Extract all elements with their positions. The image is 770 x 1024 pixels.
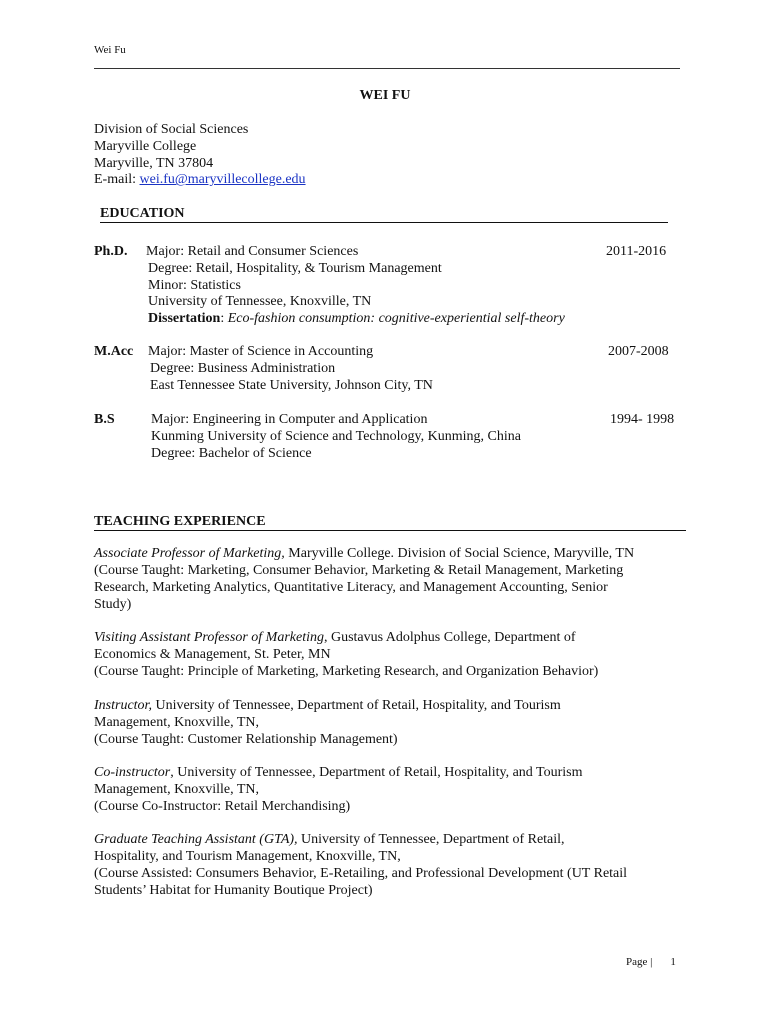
email-label: E-mail: [94, 172, 140, 188]
entry-role: Visiting Assistant Professor of Marketing [94, 630, 324, 645]
entry-line: Graduate Teaching Assistant (GTA), University of Tennessee, Department of Retail, [94, 832, 565, 847]
bs-details [151, 412, 521, 462]
document-title: WEI FU [359, 88, 411, 103]
teaching-entry-instructor [94, 697, 698, 748]
email-link[interactable]: wei.fu@maryvillecollege.edu [139, 172, 306, 188]
dissertation-label: Dissertation [148, 311, 221, 327]
teaching-entry-graduate-teaching-assistant [94, 831, 698, 899]
entry-line: Management, Knoxville, TN, [94, 715, 259, 730]
entry-role: Graduate Teaching Assistant (GTA), [94, 832, 298, 847]
contact-block [94, 122, 306, 189]
macc-years: 2007-2008 [608, 344, 669, 359]
bs-label: B.S [94, 412, 115, 427]
entry-line: (Course Assisted: Consumers Behavior, E-Retailing, and Professional Development (UT Retail [94, 866, 628, 881]
entry-line: Hospitality, and Tourism Management, Knoxville, TN, [94, 849, 401, 864]
phd-details [146, 244, 565, 328]
macc-label: M.Acc [94, 344, 134, 359]
phd-minor: Minor: Statistics [148, 277, 241, 293]
contact-city: Maryville, TN 37804 [94, 155, 214, 171]
entry-line: Research, Marketing Analytics, Quantitative Literacy, and Management Accounting, Senior [94, 580, 608, 595]
bs-school: Kunming University of Science and Technology, Kunming, China [151, 428, 521, 444]
bs-years: 1994- 1998 [610, 412, 675, 427]
entry-line: (Course Taught: Principle of Marketing, Marketing Research, and Organization Behavior) [94, 664, 599, 679]
phd-school: University of Tennessee, Knoxville, TN [148, 294, 372, 310]
dissertation-title: Eco-fashion consumption: cognitive-experiential self-theory [227, 311, 565, 327]
macc-details [148, 344, 433, 394]
macc-major: Major: Master of Science in Accounting [148, 344, 374, 359]
phd-major: Major: Retail and Consumer Sciences [146, 244, 359, 259]
contact-division: Division of Social Sciences [94, 122, 249, 137]
macc-school: East Tennessee State University, Johnson City, TN [150, 377, 433, 393]
entry-line: (Course Taught: Marketing, Consumer Behavior, Marketing & Retail Management, Marketing [94, 563, 624, 578]
phd-label-line [94, 244, 127, 261]
page-footer [626, 956, 676, 968]
entry-line: (Course Co-Instructor: Retail Merchandising) [94, 799, 351, 814]
entry-line: (Course Taught: Customer Relationship Management) [94, 732, 398, 747]
entry-role: Co-instructor [94, 765, 171, 780]
entry-role: Instructor, [94, 698, 152, 713]
bs-label-line [94, 412, 115, 429]
entry-line: Study) [94, 597, 132, 612]
education-heading-rule [100, 204, 668, 223]
entry-line: Management, Knoxville, TN, [94, 782, 259, 797]
education-heading: EDUCATION [100, 206, 185, 221]
bs-major: Major: Engineering in Computer and Application [151, 412, 428, 427]
phd-years: 2011-2016 [606, 244, 667, 259]
entry-line: Visiting Assistant Professor of Marketing, Gustavus Adolphus College, Department of [94, 630, 576, 645]
teaching-entry-associate-professor [94, 545, 698, 613]
teaching-heading-rule [94, 512, 686, 531]
bs-degree: Degree: Bachelor of Science [151, 445, 312, 461]
entry-line: Associate Professor of Marketing, Maryville College. Division of Social Science, Maryville, TN [94, 546, 635, 561]
macc-degree: Degree: Business Administration [150, 360, 336, 376]
phd-degree: Degree: Retail, Hospitality, & Tourism Management [148, 260, 442, 276]
page-number: 1 [670, 956, 676, 968]
contact-email-line [94, 172, 306, 189]
running-header-name: Wei Fu [94, 44, 126, 56]
teaching-entry-co-instructor [94, 764, 698, 815]
phd-label: Ph.D. [94, 244, 128, 259]
teaching-entry-visiting-assistant-professor [94, 629, 698, 680]
entry-role: Associate Professor of Marketing, [94, 546, 285, 561]
entry-line: Co-instructor, University of Tennessee, Department of Retail, Hospitality, and Tourism [94, 765, 583, 780]
entry-line: Students’ Habitat for Humanity Boutique Project) [94, 883, 373, 898]
header-rule [94, 68, 680, 69]
phd-dissertation: Dissertation: Eco-fashion consumption: cognitive-experiential self-theory [148, 311, 565, 327]
contact-college: Maryville College [94, 138, 197, 154]
entry-line: Economics & Management, St. Peter, MN [94, 647, 331, 662]
entry-line: Instructor, University of Tennessee, Department of Retail, Hospitality, and Tourism [94, 698, 561, 713]
page-label: Page | [626, 956, 653, 968]
teaching-heading: TEACHING EXPERIENCE [94, 514, 266, 529]
macc-label-line [94, 344, 133, 361]
